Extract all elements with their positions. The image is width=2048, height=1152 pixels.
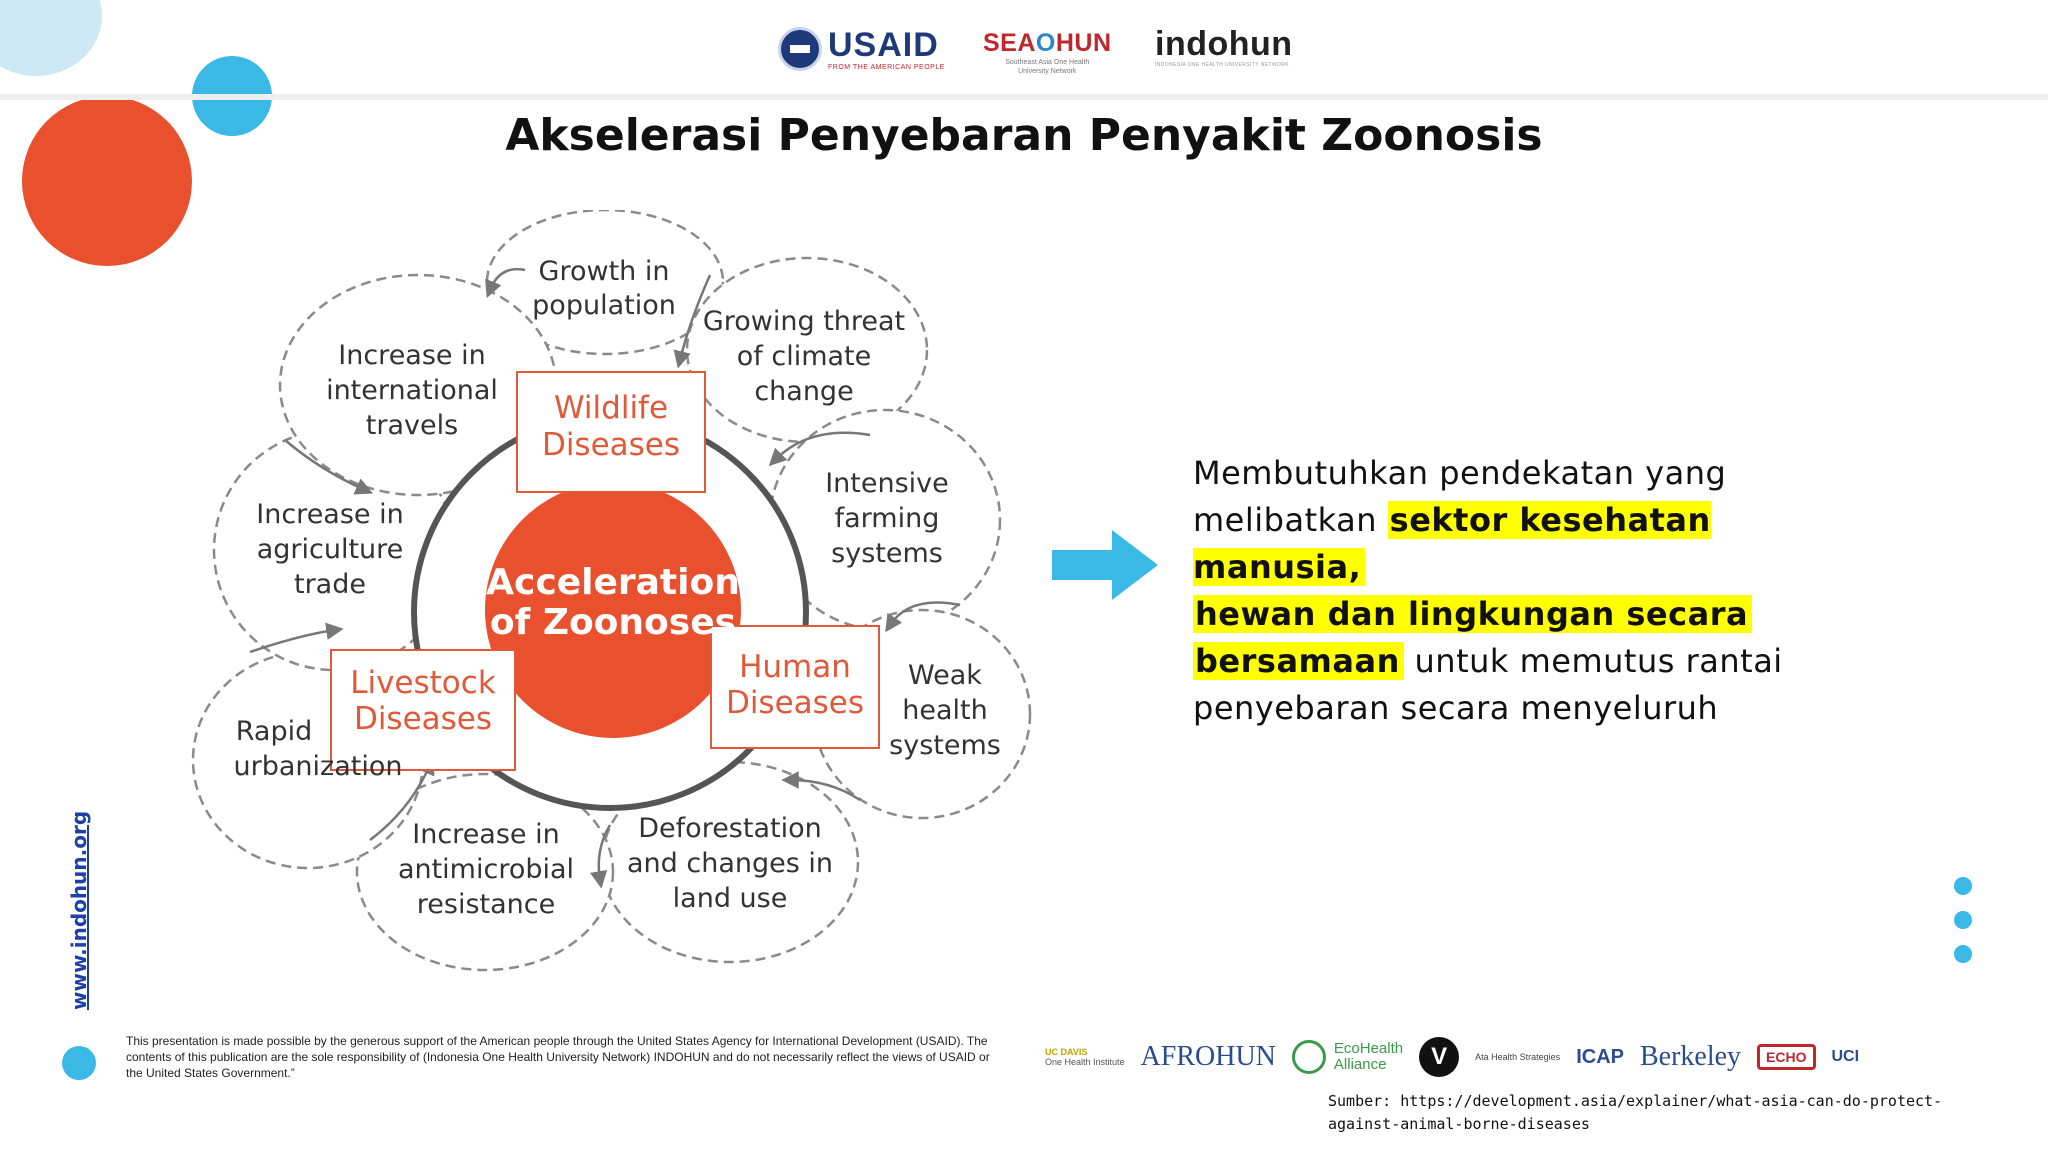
zoonoses-diagram — [190, 210, 1050, 990]
usaid-logo — [778, 22, 945, 76]
uci-logo: UCI — [1831, 1048, 1860, 1065]
petal-antimicrobial-text: Increase in antimicrobial resistance — [397, 819, 575, 920]
source-citation: Sumber: https://development.asia/explainer/what-asia-can-do-protect-against-animal-borne-diseases — [1328, 1092, 1943, 1133]
partner-logos — [1045, 1032, 1975, 1082]
nav-dot-3 — [1954, 945, 1972, 963]
decor-circle-blue-small — [62, 1046, 96, 1080]
echo-logo: ECHO — [1757, 1044, 1815, 1070]
decor-circle-light-blue — [0, 0, 102, 76]
petal-urbanization-text: Rapid urbanization — [233, 716, 403, 782]
website-link[interactable]: www.indohun.org — [67, 810, 91, 1010]
right-arrow-icon — [1052, 530, 1158, 600]
v-logo-icon: V — [1419, 1037, 1459, 1077]
usaid-tagline: FROM THE AMERICAN PEOPLE — [828, 63, 945, 71]
nav-dot-1 — [1954, 877, 1972, 895]
message-text — [1193, 450, 1893, 732]
ecohealth-name-2: Alliance — [1333, 1056, 1387, 1073]
seaohun-name-left: SEA — [983, 29, 1036, 57]
indohun-logo — [1155, 26, 1293, 68]
icap-logo: ICAP — [1576, 1045, 1624, 1068]
berkeley-logo: Berkeley — [1639, 1041, 1742, 1072]
box-wildlife-text: Wildlife Diseases — [541, 390, 681, 463]
ata-logo: Ata Health Strategies — [1475, 1052, 1561, 1062]
message-line-2 — [1193, 497, 1893, 591]
petal-growth-text: Growth in population — [532, 256, 676, 321]
message-line-2-pre: melibatkan — [1193, 501, 1388, 539]
seaohun-globe-icon: O — [1035, 29, 1056, 57]
seaohun-tagline: Southeast Asia One Health University Network — [1005, 59, 1090, 75]
petal-health-text: Weak health systems — [889, 660, 1001, 761]
seaohun-logo — [983, 30, 1112, 76]
message-line-3 — [1193, 591, 1893, 638]
ecohealth-name-1: EcoHealth — [1333, 1040, 1404, 1057]
petal-travels-text: Increase in international travels — [326, 340, 498, 441]
message-line-1: Membutuhkan pendekatan yang — [1193, 454, 1727, 492]
ucdavis-name: UC DAVIS — [1045, 1047, 1088, 1057]
page-title: Akselerasi Penyebaran Penyakit Zoonosis — [505, 110, 1543, 161]
ucdavis-sub: One Health Institute — [1045, 1057, 1125, 1067]
usaid-name: USAID — [828, 25, 939, 64]
message-line-4-post: untuk memutus rantai — [1403, 642, 1783, 680]
afrohun-logo: AFROHUN — [1140, 1041, 1276, 1072]
center-text: Acceleration of Zoonoses — [486, 562, 740, 643]
ucdavis-logo — [1045, 1047, 1125, 1067]
box-livestock-text: Livestock Diseases — [350, 665, 496, 737]
petal-deforestation-text: Deforestation and changes in land use — [626, 813, 834, 914]
seaohun-name-right: HUN — [1055, 29, 1112, 57]
message-line-4 — [1193, 638, 1893, 685]
header-divider — [0, 94, 2048, 100]
highlight-3: bersamaan — [1193, 642, 1404, 680]
box-human-text: Human Diseases — [725, 649, 865, 721]
indohun-name: indohun — [1155, 25, 1293, 63]
petal-farming-text: Intensive farming systems — [825, 468, 949, 569]
highlight-2: hewan dan lingkungan secara — [1193, 595, 1752, 633]
usaid-seal-icon — [778, 27, 822, 71]
disclaimer-text: This presentation is made possible by the generous support of the American people through the United States Agency for International Development (USAID). The contents of this publication are the sole responsibility of (Indonesia One Health University Network) INDOHUN and do not necessarily reflect the views of USAID or the United States Government.” — [126, 1034, 990, 1080]
indohun-tagline: INDONESIA ONE HEALTH UNIVERSITY NETWORK — [1155, 62, 1290, 68]
highlight-1: sektor kesehatan manusia, — [1193, 501, 1711, 586]
message-line-5: penyebaran secara menyeluruh — [1193, 689, 1719, 727]
petal-agriculture-text: Increase in agriculture trade — [256, 499, 404, 600]
ecohealth-logo — [1292, 1040, 1403, 1074]
ecohealth-ring-icon — [1292, 1040, 1326, 1074]
petal-climate-text: Growing threat of climate change — [702, 306, 906, 407]
nav-dot-2 — [1954, 911, 1972, 929]
